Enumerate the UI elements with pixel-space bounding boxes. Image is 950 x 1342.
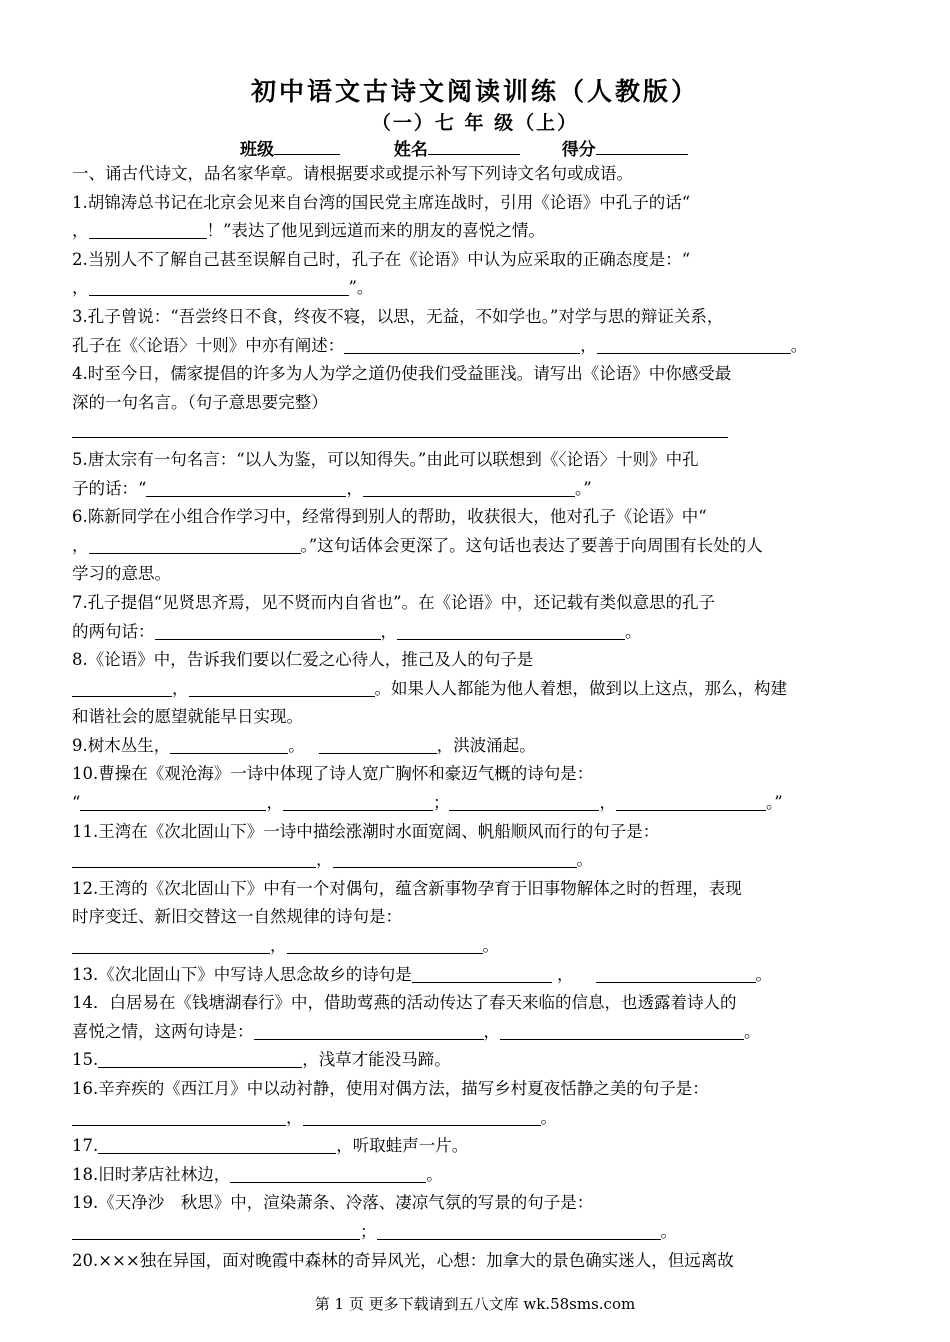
q14-line1: 14．白居易在《钱塘湖春行》中，借助莺燕的活动传达了春天来临的信息，也透露着诗人的 (72, 993, 737, 1013)
text: 。 (744, 1021, 761, 1041)
q4-line1: 4.时至今日，儒家提倡的许多为人为学之道仍使我们受益匪浅。请写出《论语》中你感受最 (72, 364, 732, 384)
answer-blank[interactable] (72, 417, 728, 438)
answer-blank[interactable] (72, 849, 316, 868)
q8-line2 (72, 675, 884, 704)
answer-blank[interactable] (287, 935, 483, 954)
answer-blank[interactable] (98, 1135, 336, 1154)
q20-line1: 20.×××独在异国，面对晚霞中森林的奇异风光，心想：加拿大的景色确实迷人，但远离故 (72, 1250, 734, 1270)
q4-answer-line[interactable] (72, 417, 884, 446)
text: ， (580, 335, 597, 355)
text: 15. (72, 1050, 99, 1070)
text: ， (266, 793, 283, 813)
text: ， (551, 964, 574, 984)
q3-line2 (72, 332, 884, 361)
text: ， (270, 936, 287, 956)
q11-line1: 11.王湾在《次北固山下》一诗中描绘涨潮时水面宽阔、帆船顺风而行的句子是： (72, 821, 660, 841)
text: 。”这句话体会更深了。这句话也表达了要善于向周围有长处的人 (300, 535, 763, 555)
text: 13.《次北固山下》中写诗人思念故乡的诗句是 (72, 964, 412, 984)
q2-line2 (72, 274, 884, 303)
q12-line2: 时序变迁、新旧交替这一自然规律的诗句是： (72, 907, 402, 927)
text: 孔子在《〈论语〉十则》中亦有阐述： (72, 335, 345, 355)
question-body (72, 160, 884, 1275)
answer-blank[interactable] (146, 478, 346, 497)
answer-blank[interactable] (363, 478, 575, 497)
text: 。” (574, 478, 592, 498)
text: ！”表达了他见到远道而来的朋友的喜悦之情。 (206, 221, 545, 241)
q13-line1 (72, 961, 884, 990)
answer-blank[interactable] (72, 935, 270, 954)
answer-blank[interactable] (72, 678, 172, 697)
answer-blank[interactable] (89, 220, 207, 239)
answer-blank[interactable] (616, 792, 766, 811)
text: ， (599, 793, 616, 813)
q6-line3: 学习的意思。 (72, 564, 171, 584)
answer-blank[interactable] (303, 1107, 541, 1126)
q1-line2 (72, 217, 884, 246)
text: “ (72, 793, 81, 813)
q10-line2 (72, 789, 884, 818)
answer-blank[interactable] (155, 621, 381, 640)
answer-blank[interactable] (89, 535, 301, 554)
text: ， (380, 621, 397, 641)
answer-blank[interactable] (89, 277, 349, 296)
q16-line2 (72, 1104, 884, 1133)
q12-line3 (72, 932, 884, 961)
q14-line2 (72, 1018, 884, 1047)
class-label: 班级 (240, 140, 274, 160)
score-field[interactable] (596, 138, 688, 155)
q18-line1 (72, 1161, 884, 1190)
q2-line1: 2.当别人不了解自己甚至误解自己时，孔子在《论语》中认为应采取的正确态度是：“ (72, 249, 691, 269)
q19-line2 (72, 1218, 884, 1247)
text: ， (316, 850, 333, 870)
text: ， (72, 535, 89, 555)
text: ， (483, 1021, 500, 1041)
name-field[interactable] (428, 138, 520, 155)
q8-line3: 和谐社会的愿望就能早日实现。 (72, 707, 303, 727)
text: ， (172, 678, 189, 698)
q7-line1: 7.孔子提倡“见贤思齐焉，见不贤而内自省也”。在《论语》中，还记载有类似意思的孔子 (72, 592, 716, 612)
answer-blank[interactable] (377, 1221, 661, 1240)
q5-line1: 5.唐太宗有一句名言：“以人为鉴，可以知得失。”由此可以联想到《〈论语〉十则》中孔 (72, 449, 699, 469)
q12-line1: 12.王湾的《次北固山下》中有一个对偶句，蕴含新事物孕育于旧事物解体之时的哲理，表现 (72, 878, 742, 898)
student-info-row (240, 135, 688, 160)
text: 。 (755, 964, 772, 984)
answer-blank[interactable] (596, 964, 756, 983)
q7-line2 (72, 618, 884, 647)
text: 。 (576, 850, 593, 870)
text: 。 (625, 621, 642, 641)
text: 。 (426, 1164, 443, 1184)
text: 。 (288, 735, 305, 755)
name-label: 姓名 (393, 140, 428, 160)
text: ”。 (348, 278, 374, 298)
answer-blank[interactable] (254, 1021, 484, 1040)
text: 17. (72, 1136, 99, 1156)
section-heading: 一、诵古代诗文，品名家华章。请根据要求或提示补写下列诗文名句或成语。 (72, 164, 633, 183)
answer-blank[interactable] (333, 849, 577, 868)
answer-blank[interactable] (230, 1164, 426, 1183)
answer-blank[interactable] (98, 1049, 302, 1068)
text: 。” (765, 793, 783, 813)
q5-line2 (72, 475, 884, 504)
text: 。 (482, 936, 499, 956)
page-title: 初中语文古诗文阅读训练（人教版） (250, 77, 699, 106)
text: ，洪波涌起。 (436, 735, 536, 755)
text: ， (72, 278, 89, 298)
q4-line2: 深的一句名言。（句子意思要完整） (72, 392, 328, 412)
text: ； (360, 1221, 377, 1241)
answer-blank[interactable] (500, 1021, 744, 1040)
answer-blank[interactable] (449, 792, 599, 811)
text: ； (432, 793, 450, 813)
answer-blank[interactable] (189, 678, 375, 697)
text: 子的话：“ (72, 478, 147, 498)
text: ，浅草才能没马蹄。 (302, 1050, 451, 1070)
q19-line1: 19.《天净沙 秋思》中，渲染萧条、冷落、凄凉气氛的写景的句子是： (72, 1193, 594, 1213)
text: 的两句话： (72, 621, 155, 641)
answer-blank[interactable] (344, 335, 580, 354)
q9-line1 (72, 732, 884, 761)
text: ， (346, 478, 363, 498)
text: 。 (660, 1221, 677, 1241)
page-subtitle: （一）七 年 级（上） (371, 112, 579, 134)
score-label: 得分 (561, 140, 596, 160)
answer-blank[interactable] (72, 1107, 286, 1126)
q8-line1: 8.《论语》中，告诉我们要以仁爱之心待人，推己及人的句子是 (72, 650, 534, 670)
text: ， (72, 221, 89, 241)
answer-blank[interactable] (319, 735, 437, 754)
text: 。如果人人都能为他人着想，做到以上这点，那么，构建 (374, 678, 787, 698)
answer-blank[interactable] (80, 792, 266, 811)
q15-line1 (72, 1046, 884, 1075)
q3-line1: 3.孔子曾说：“吾尝终日不食，终夜不寝，以思，无益，不如学也。”对学与思的辩证关系， (72, 306, 724, 326)
answer-blank[interactable] (597, 335, 791, 354)
text: ，听取蛙声一片。 (336, 1136, 469, 1156)
q17-line1 (72, 1132, 884, 1161)
answer-blank[interactable] (283, 792, 433, 811)
answer-blank[interactable] (412, 964, 552, 983)
q11-line2 (72, 846, 884, 875)
text: 喜悦之情，这两句诗是： (72, 1021, 254, 1041)
q16-line1: 16.辛弃疾的《西江月》中以动衬静，使用对偶方法，描写乡村夏夜恬静之美的句子是： (72, 1079, 709, 1098)
q6-line2 (72, 532, 884, 561)
answer-blank[interactable] (170, 735, 288, 754)
answer-blank[interactable] (72, 1221, 360, 1240)
q10-line1: 10.曹操在《观沧海》一诗中体现了诗人宽广胸怀和豪迈气概的诗句是： (72, 764, 594, 784)
text: 9.树木丛生， (72, 735, 171, 755)
q6-line1: 6.陈新同学在小组合作学习中，经常得到别人的帮助，收获很大，他对孔子《论语》中“ (72, 507, 707, 527)
text: 18.旧时茅店社林边， (72, 1164, 231, 1184)
class-field[interactable] (274, 138, 340, 155)
text: ， (286, 1107, 303, 1127)
q1-line1: 1.胡锦涛总书记在北京会见来自台湾的国民党主席连战时，引用《论语》中孔子的话“ (72, 192, 691, 212)
text: 。 (540, 1107, 557, 1127)
page-footer: 第 1 页 更多下载请到五八文库 wk.58sms.com (314, 1295, 636, 1313)
answer-blank[interactable] (397, 621, 625, 640)
text: 。 (790, 335, 808, 355)
